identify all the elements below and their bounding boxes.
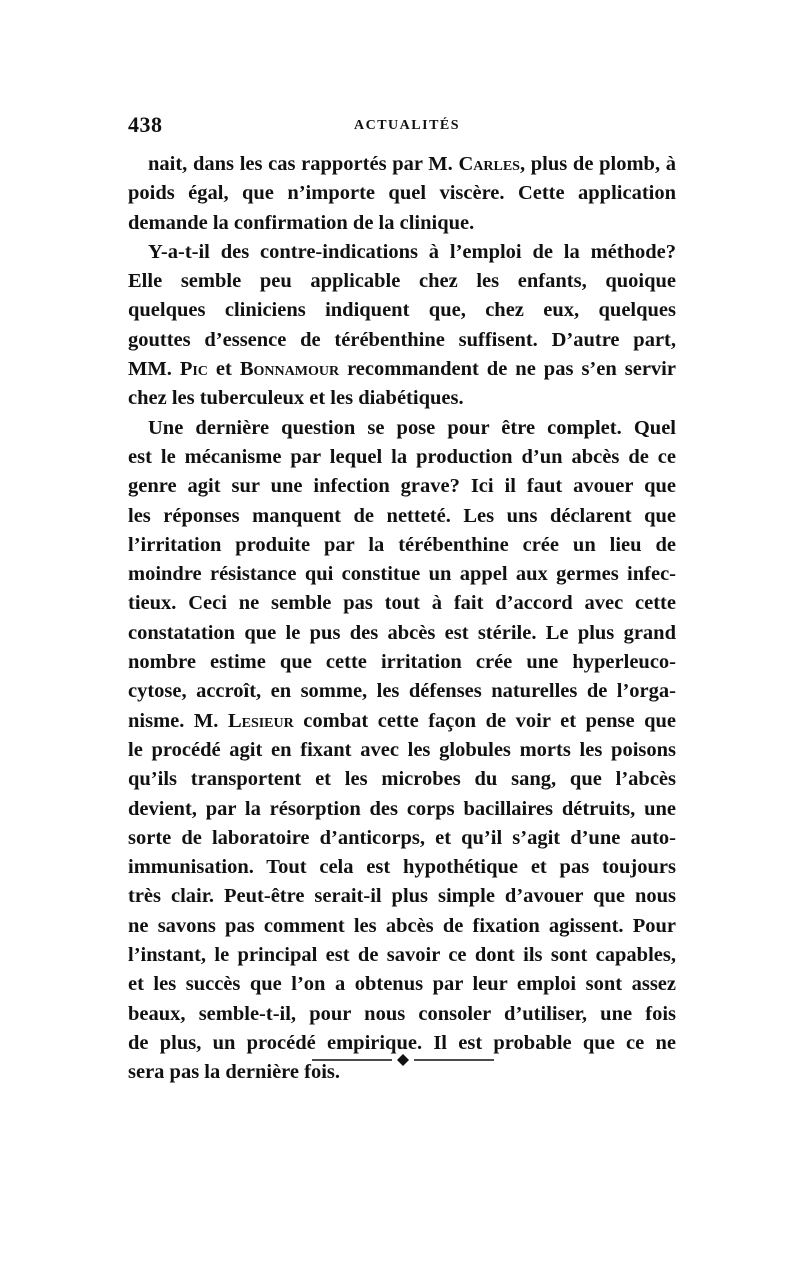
text-segment: demande la confirmation de la clinique.: [128, 211, 475, 234]
section-end-ornament: [312, 1053, 494, 1067]
text-line: [128, 179, 676, 208]
body-text: [128, 150, 676, 1088]
text-line: [128, 736, 676, 765]
text-line: [128, 384, 676, 413]
text-line: [128, 824, 676, 853]
text-segment: l’irritation produite par la térébenthine crée un lieu de: [128, 533, 676, 556]
text-line: [128, 209, 676, 238]
text-segment: chez les tuberculeux et les diabétiques.: [128, 387, 464, 410]
text-segment: nisme. M.: [128, 709, 228, 732]
text-line: [128, 150, 676, 179]
text-segment: MM.: [128, 358, 180, 381]
text-segment: genre agit sur une infection grave? Ici il faut avouer que: [128, 475, 676, 498]
text-segment: nait, dans les cas rapportés par M.: [148, 153, 459, 175]
text-line: [128, 1000, 676, 1029]
text-line: [128, 765, 676, 794]
running-head: ACTUALITÉS: [354, 118, 461, 133]
text-line: [128, 531, 676, 560]
text-line: [128, 648, 676, 677]
text-line: [128, 560, 676, 589]
text-line: [128, 238, 676, 267]
text-segment: Une dernière question se pose pour être complet. Quel: [148, 416, 676, 439]
text-segment: qu’ils transportent et les microbes du sang, que l’abcès: [128, 768, 676, 791]
text-line: [128, 707, 676, 736]
text-segment: beaux, semble-t-il, pour nous consoler d’utiliser, une fois: [128, 1002, 676, 1025]
text-segment: et les succès que l’on a obtenus par leur emploi sont assez: [128, 973, 676, 996]
text-line: [128, 941, 676, 970]
text-segment: ne savons pas comment les abcès de fixation agissent. Pour: [128, 914, 676, 937]
text-segment: Elle semble peu applicable chez les enfants, quoique: [128, 270, 676, 293]
page-header: [128, 112, 676, 142]
text-segment: moindre résistance qui constitue un appel aux germes infec-: [128, 563, 676, 586]
author-name: Pic: [179, 358, 208, 381]
text-line: [128, 296, 676, 325]
text-segment: de plus, un procédé empirique. Il est probable que ce ne: [128, 1031, 676, 1054]
text-line: [128, 589, 676, 618]
text-line: [128, 472, 676, 501]
text-line: [128, 267, 676, 296]
text-line: [128, 326, 676, 355]
text-line: [128, 882, 676, 911]
text-segment: gouttes d’essence de térébenthine suffisent. D’autre part,: [128, 328, 676, 351]
text-line: [128, 414, 676, 443]
text-segment: recommandent de ne pas s’en servir: [339, 358, 676, 381]
text-segment: sera pas la dernière fois.: [128, 1061, 340, 1084]
text-segment: l’instant, le principal est de savoir ce dont ils sont capables,: [128, 944, 676, 967]
text-line: [128, 912, 676, 941]
text-segment: Y-a-t-il des contre-indications à l’emploi de la méthode?: [148, 240, 676, 263]
author-name: Bonnamour: [239, 358, 340, 381]
page-number: 438: [128, 112, 163, 137]
text-segment: tieux. Ceci ne semble pas tout à fait d’accord avec cette: [128, 592, 676, 615]
text-line: [128, 355, 676, 384]
text-segment: constatation que le pus des abcès est stérile. Le plus grand: [128, 621, 676, 644]
text-segment: combat cette façon de voir et pense que: [293, 709, 676, 732]
text-segment: le procédé agit en fixant avec les globules morts les poisons: [128, 738, 676, 761]
text-segment: et: [207, 358, 240, 381]
author-name: Carles: [458, 153, 520, 175]
text-segment: très clair. Peut-être serait-il plus simple d’avouer que nous: [128, 885, 676, 908]
text-segment: sorte de laboratoire d’anticorps, et qu’il s’agit d’une auto-: [128, 826, 676, 849]
text-segment: immunisation. Tout cela est hypothétique et pas toujours: [128, 856, 676, 879]
text-segment: , plus de plomb, à: [519, 153, 676, 175]
text-line: [128, 795, 676, 824]
text-segment: devient, par la résorption des corps bacillaires détruits, une: [128, 797, 676, 820]
text-line: [128, 853, 676, 882]
text-segment: est le mécanisme par lequel la production d’un abcès de ce: [128, 445, 676, 468]
text-segment: poids égal, que n’importe quel viscère. Cette application: [128, 182, 676, 205]
diamond-icon: [397, 1054, 409, 1066]
author-name: Lesieur: [227, 709, 294, 732]
text-line: [128, 970, 676, 999]
text-segment: nombre estime que cette irritation crée une hyperleuco-: [128, 651, 676, 674]
text-line: [128, 677, 676, 706]
text-segment: cytose, accroît, en somme, les défenses naturelles de l’orga-: [128, 680, 676, 703]
text-segment: quelques cliniciens indiquent que, chez eux, quelques: [128, 299, 676, 322]
text-line: [128, 619, 676, 648]
text-line: [128, 502, 676, 531]
text-line: [128, 443, 676, 472]
text-segment: les réponses manquent de netteté. Les uns déclarent que: [128, 504, 676, 527]
